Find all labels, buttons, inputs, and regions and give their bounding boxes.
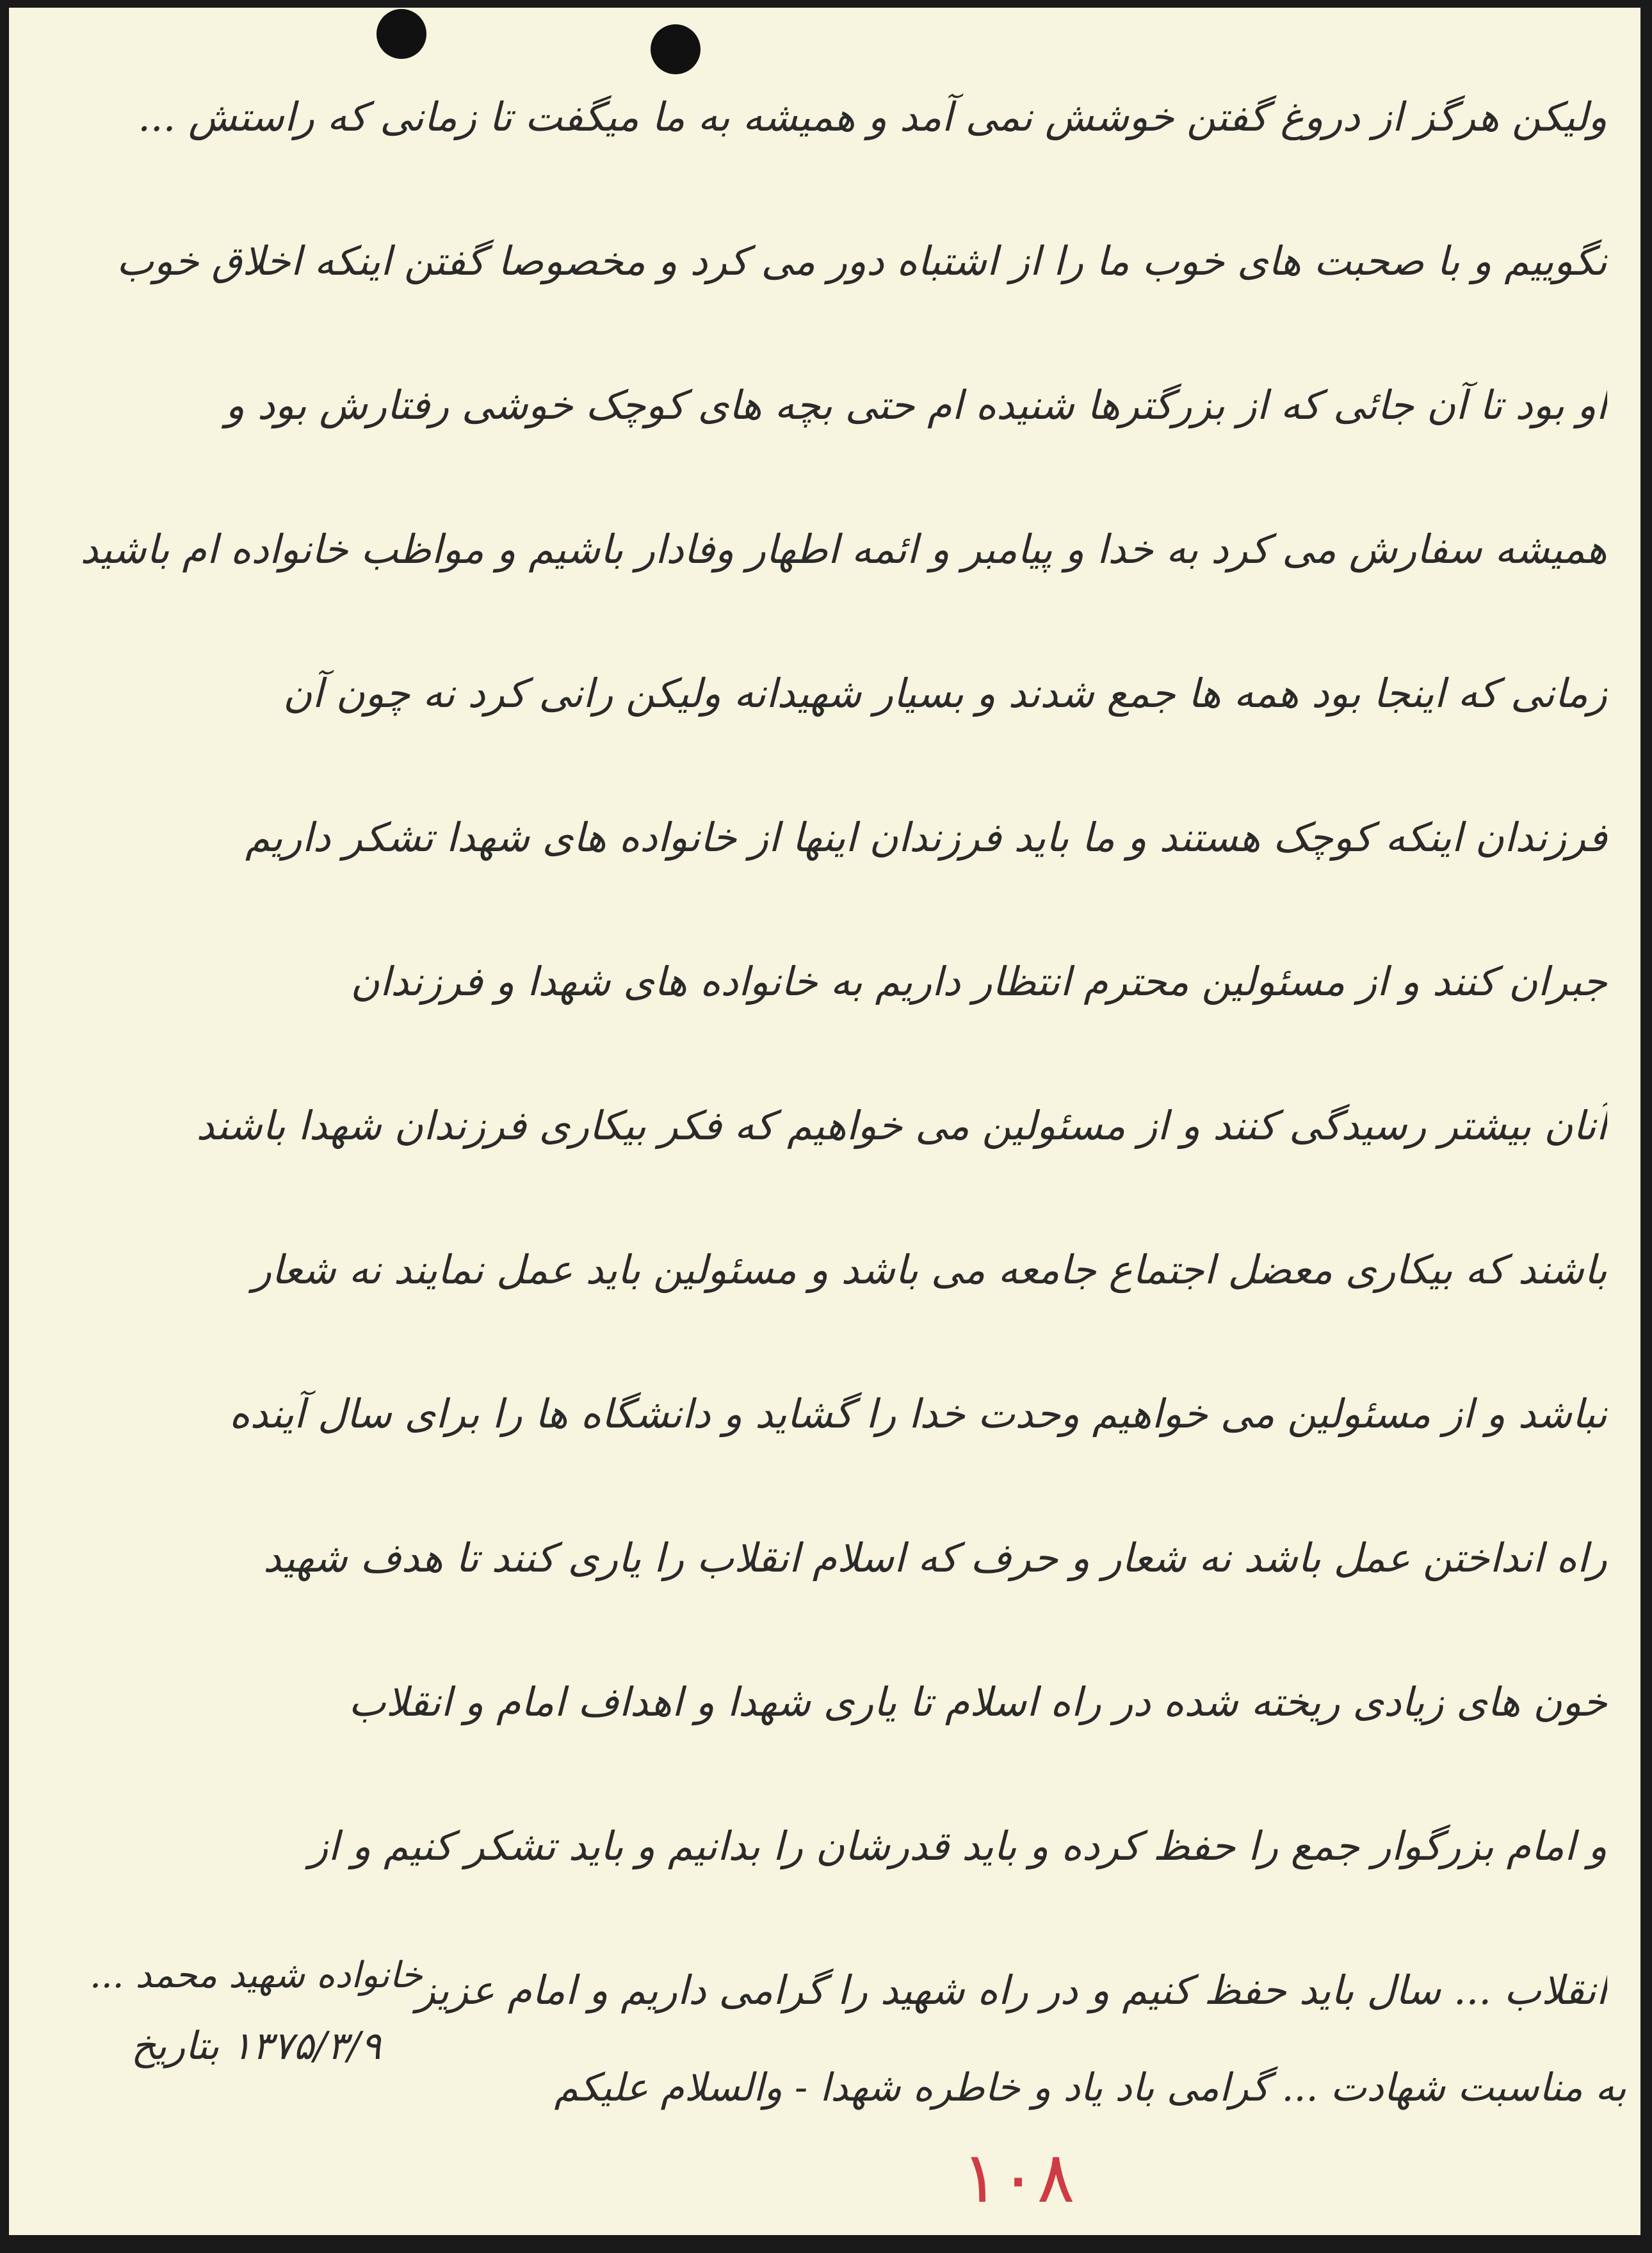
signature-block xyxy=(45,1940,467,2133)
letter-line: آنان بیشتر رسیدگی کنند و از مسئولین می خواهیم که فکر بیکاری فرزندان شهدا باشند xyxy=(196,1102,1607,1149)
page-number: ۱۰۸ xyxy=(961,2136,1075,2218)
letter-line: انقلاب ... سال باید حفظ کنیم و در راه شهید را گرامی داریم و امام عزیز xyxy=(416,1967,1607,2013)
letter-line: نگوییم و با صحبت های خوب ما را از اشتباه دور می کرد و مخصوصا گفتن اینکه اخلاق خوب xyxy=(116,238,1607,284)
letter-line: ولیکن هرگز از دروغ گفتن خوشش نمی آمد و همیشه به ما میگفت تا زمانی که راستش ... xyxy=(138,94,1607,140)
scan-border-top xyxy=(0,0,1652,8)
letter-line: باشند که بیکاری معضل اجتماع جامعه می باشد و مسئولین باید عمل نمایند نه شعار xyxy=(252,1246,1607,1293)
letter-line: فرزندان اینکه کوچک هستند و ما باید فرزندان اینها از خانواده های شهدا تشکر داریم xyxy=(245,814,1607,861)
scan-border-right xyxy=(1640,0,1652,2253)
letter-line: همیشه سفارش می کرد به خدا و پیامبر و ائمه اطهار وفادار باشیم و مواظب خانواده ام باشید xyxy=(80,526,1607,573)
closing-line: به مناسبت شهادت ... گرامی باد یاد و خاطره شهدا - والسلام علیکم xyxy=(554,2065,1626,2110)
letter-line: او بود تا آن جائی که از بزرگترها شنیده ام حتی بچه های کوچک خوشی رفتارش بود و xyxy=(225,382,1607,428)
letter-line: راه انداختن عمل باشد نه شعار و حرف که اسلام انقلاب را یاری کنند تا هدف شهید xyxy=(263,1534,1607,1581)
letter-line: جبران کنند و از مسئولین محترم انتظار داریم به خانواده های شهدا و فرزندان xyxy=(350,958,1607,1005)
signature-family-line: خانواده شهید محمد ... xyxy=(90,1955,423,1996)
letter-line: خون های زیادی ریخته شده در راه اسلام تا یاری شهدا و اهداف امام و انقلاب xyxy=(348,1679,1607,1725)
signature-date: ۱۳۷۵/۳/۹ بتاریخ xyxy=(131,2024,382,2069)
scan-border-bottom xyxy=(0,2235,1652,2253)
handwritten-letter-body xyxy=(32,45,1607,2062)
scan-border-left xyxy=(0,0,9,2253)
letter-line: زمانی که اینجا بود همه ها جمع شدند و بسیار شهیدانه ولیکن رانی کرد نه چون آن xyxy=(283,670,1607,717)
letter-line: نباشد و از مسئولین می خواهیم وحدت خدا را گشاید و دانشگاه ها را برای سال آینده xyxy=(229,1390,1607,1437)
letter-line: و امام بزرگوار جمع را حفظ کرده و باید قدرشان را بدانیم و باید تشکر کنیم و از xyxy=(309,1823,1607,1869)
